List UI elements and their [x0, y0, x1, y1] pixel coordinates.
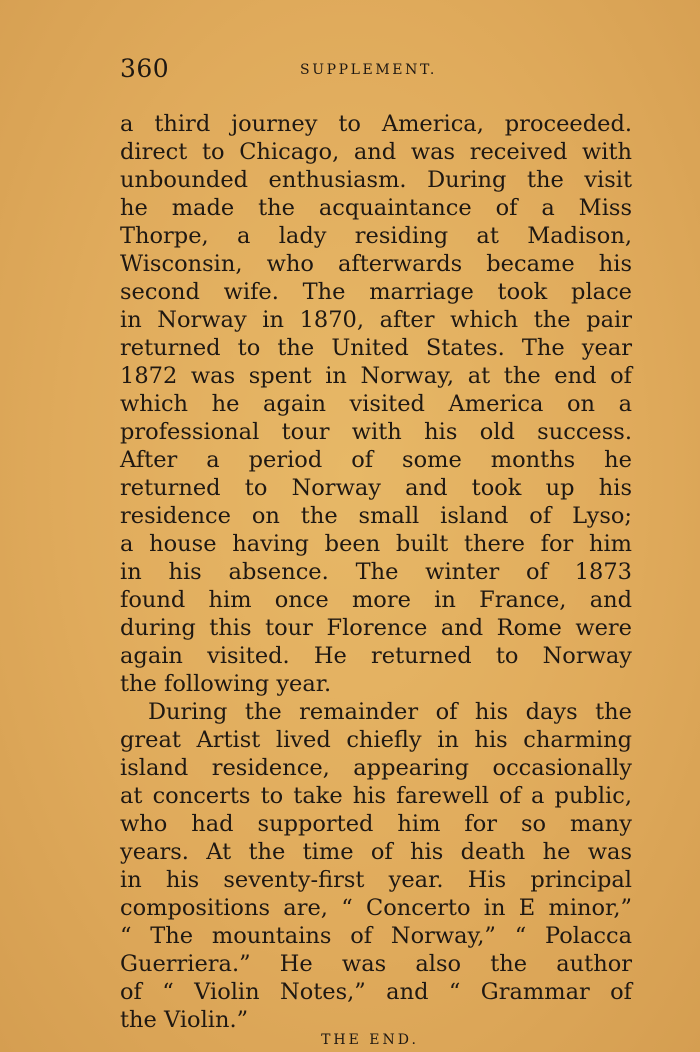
paragraph-end-line: the Violin.”: [120, 1007, 249, 1033]
text-line: “ The mountains of Norway,” “ Polacca: [120, 923, 632, 949]
text-line: residence on the small island of Lyso;: [120, 503, 632, 529]
text-line: who had supported him for so many: [120, 811, 632, 837]
text-line: great Artist lived chiefly in his charming: [120, 727, 632, 753]
text-line: in his absence. The winter of 1873: [120, 559, 632, 585]
text-line: direct to Chicago, and was received with: [120, 139, 632, 165]
text-line: returned to the United States. The year: [120, 335, 632, 361]
text-line: compositions are, “ Concerto in E minor,”: [120, 895, 632, 921]
text-line: of “ Violin Notes,” and “ Grammar of: [120, 979, 632, 1005]
body-text: [120, 110, 632, 1034]
text-line: a house having been built there for him: [120, 531, 632, 557]
text-line: Thorpe, a lady residing at Madison,: [120, 223, 632, 249]
page-header: [120, 52, 632, 86]
text-line: again visited. He returned to Norway: [120, 643, 632, 669]
text-line: After a period of some months he: [120, 447, 632, 473]
text-line: he made the acquaintance of a Miss: [120, 195, 632, 221]
text-line: in his seventy-first year. His principal: [120, 867, 632, 893]
text-line: found him once more in France, and: [120, 587, 632, 613]
text-line: at concerts to take his farewell of a public,: [120, 783, 632, 809]
the-end-label: THE END.: [321, 1032, 419, 1048]
text-line: second wife. The marriage took place: [120, 279, 632, 305]
text-line: island residence, appearing occasionally: [120, 755, 632, 781]
text-line: Wisconsin, who afterwards became his: [120, 251, 632, 277]
running-head: SUPPLEMENT.: [300, 62, 437, 78]
text-line: years. At the time of his death he was: [120, 839, 632, 865]
paragraph-end-line: the following year.: [120, 671, 332, 697]
text-line: which he again visited America on a: [120, 391, 632, 417]
text-line: professional tour with his old success.: [120, 419, 632, 445]
text-line: in Norway in 1870, after which the pair: [120, 307, 632, 333]
text-line: a third journey to America, proceeded.: [120, 111, 632, 137]
text-line: 1872 was spent in Norway, at the end of: [120, 363, 632, 389]
paragraph-start-line: During the remainder of his days the: [148, 699, 632, 725]
text-line: returned to Norway and took up his: [120, 475, 632, 501]
text-line: unbounded enthusiasm. During the visit: [120, 167, 632, 193]
page-number: 360: [120, 54, 170, 83]
text-line: Guerriera.” He was also the author: [120, 951, 632, 977]
text-line: during this tour Florence and Rome were: [120, 615, 632, 641]
